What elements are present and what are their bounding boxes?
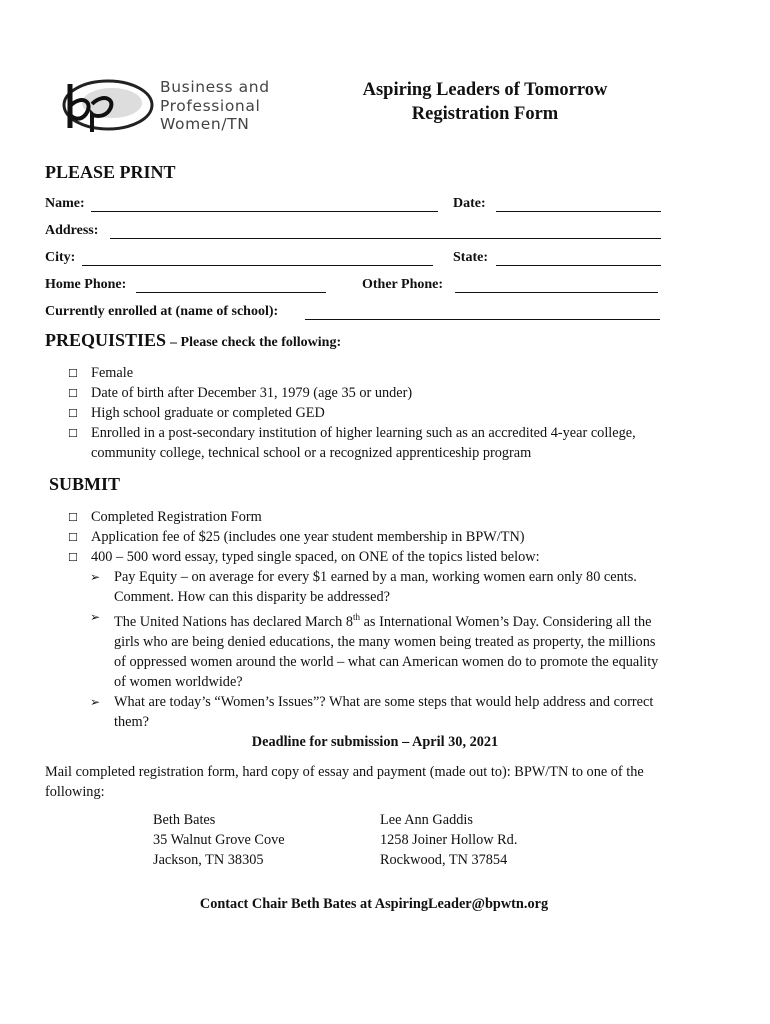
mail-instructions: Mail completed registration form, hard copy of essay and payment (made out to): BPW/TN to one of the following: <box>45 764 644 800</box>
submit-list <box>68 507 708 567</box>
logo-text <box>160 78 270 134</box>
prereq-heading <box>45 330 341 351</box>
logo-mark-icon <box>50 76 155 134</box>
address-block-2 <box>380 810 517 870</box>
city-field[interactable] <box>82 265 433 266</box>
name-field[interactable] <box>91 211 438 212</box>
school-field[interactable] <box>305 319 660 320</box>
state-label: State: <box>453 250 488 265</box>
address-city: Jackson, TN 38305 <box>153 852 264 868</box>
address-block-1 <box>153 810 285 870</box>
prereq-list <box>68 363 708 463</box>
prereq-item[interactable]: ☐ Enrolled in a post-secondary institution of higher learning such as an accredited 4-year college, community college, technical school or a recognized apprenticeship program <box>68 425 636 461</box>
checkbox-icon[interactable]: ☐ <box>68 427 78 440</box>
essay-topic: ➢ What are today’s “Women’s Issues”? What are some steps that would help address and correct them? <box>90 693 654 730</box>
submit-heading: SUBMIT <box>49 474 121 494</box>
checkbox-icon[interactable]: ☐ <box>68 407 78 420</box>
checkbox-icon[interactable]: ☐ <box>68 511 78 524</box>
checkbox-icon[interactable]: ☐ <box>68 531 78 544</box>
prereq-item[interactable]: ☐ Date of birth after December 31, 1979 (age 35 or under) <box>68 383 708 403</box>
logo-line-2: Professional <box>160 96 261 115</box>
state-field[interactable] <box>496 265 661 266</box>
home-phone-field[interactable] <box>136 292 326 293</box>
other-phone-label: Other Phone: <box>362 277 444 292</box>
prereq-item[interactable]: ☐ High school graduate or completed GED <box>68 403 708 423</box>
essay-topic: ➢ Pay Equity – on average for every $1 earned by a man, working women earn only 80 cents. Comment. How can this disparity be addressed? <box>90 569 637 605</box>
address-city: Rockwood, TN 37854 <box>380 852 508 868</box>
contact-line: Contact Chair Beth Bates at AspiringLeader@bpwtn.org <box>199 896 549 912</box>
arrow-bullet-icon: ➢ <box>90 694 101 709</box>
address-street: 1258 Joiner Hollow Rd. <box>380 832 518 848</box>
essay-topics <box>90 567 710 732</box>
checkbox-icon[interactable]: ☐ <box>68 387 78 400</box>
school-label: Currently enrolled at (name of school): <box>45 304 279 319</box>
arrow-bullet-icon: ➢ <box>90 570 101 584</box>
address-field[interactable] <box>110 238 661 239</box>
address-street: 35 Walnut Grove Cove <box>153 832 285 848</box>
submit-item[interactable]: ☐ Completed Registration Form <box>68 507 708 527</box>
please-print-heading: PLEASE PRINT <box>45 162 176 182</box>
address-label: Address: <box>45 223 99 238</box>
arrow-bullet-icon: ➢ <box>90 610 101 624</box>
submit-item[interactable]: ☐ 400 – 500 word essay, typed single spaced, on ONE of the topics listed below: <box>68 547 708 567</box>
bpw-logo <box>50 76 155 134</box>
deadline: Deadline for submission – April 30, 2021 <box>251 734 499 750</box>
checkbox-icon[interactable]: ☐ <box>68 367 78 380</box>
logo-line-1: Business and <box>160 78 270 96</box>
city-label: City: <box>45 250 76 265</box>
submit-item[interactable]: ☐ Application fee of $25 (includes one year student membership in BPW/TN) <box>68 527 708 547</box>
address-name: Lee Ann Gaddis <box>380 812 473 828</box>
prereq-item[interactable]: ☐ Female <box>68 363 708 383</box>
title-line-2: Registration Form <box>411 104 559 124</box>
essay-topic: ➢ The United Nations has declared March 8th as International Women’s Day. Considering all the girls who are being denied educations, the many women being treated as property, the millions of oppressed women around the world – what can American women do to promote the equality of women worldwide? <box>90 607 710 692</box>
other-phone-field[interactable] <box>455 292 658 293</box>
date-label: Date: <box>453 196 486 211</box>
address-name: Beth Bates <box>153 812 216 828</box>
date-field[interactable] <box>496 211 661 212</box>
prereq-title: PREQUISTIES <box>45 330 167 350</box>
name-label: Name: <box>45 196 85 211</box>
title-line-1: Aspiring Leaders of Tomorrow <box>362 80 608 100</box>
logo-line-3: Women/TN <box>160 115 250 133</box>
home-phone-label: Home Phone: <box>45 277 127 292</box>
prereq-subtitle: – Please check the following: <box>170 335 342 350</box>
form-title <box>320 78 650 126</box>
checkbox-icon[interactable]: ☐ <box>68 551 78 564</box>
